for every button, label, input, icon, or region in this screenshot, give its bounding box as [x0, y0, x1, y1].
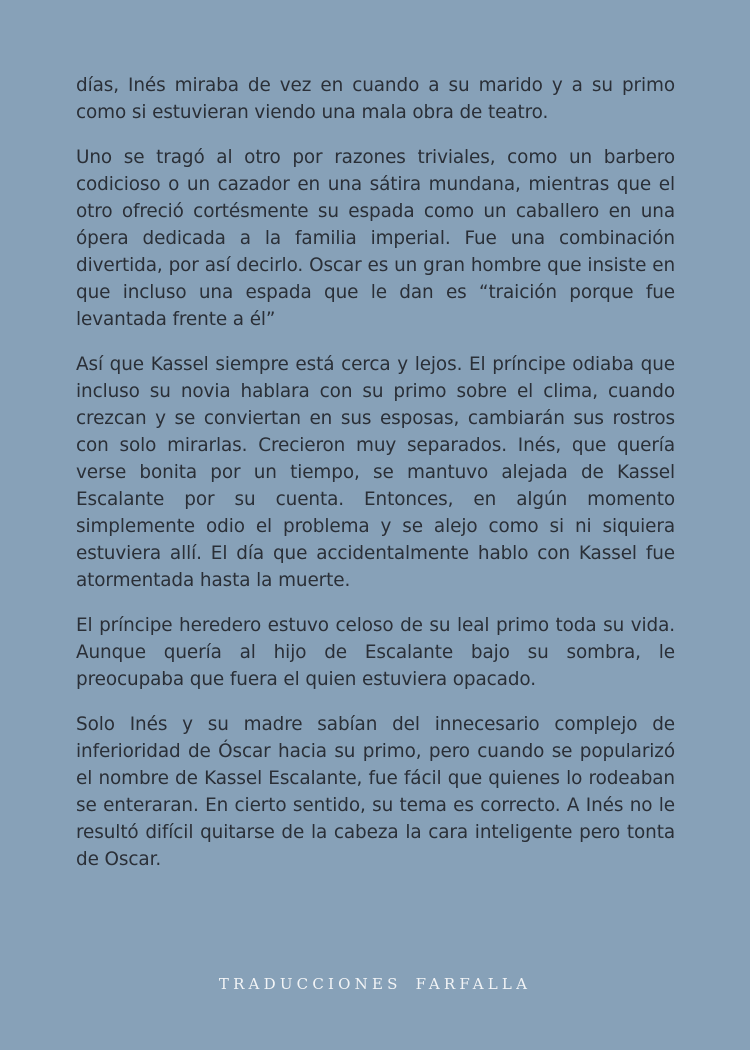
- paragraph-1: días, Inés miraba de vez en cuando a su marido y a su primo como si estuvieran viendo una mala obra de teatro.: [76, 75, 675, 123]
- paragraph-4: El príncipe heredero estuvo celoso de su leal primo toda su vida. Aunque quería al hijo de Escalante bajo su sombra, le preocupaba que fuera el quien estuviera opacado.: [76, 615, 675, 690]
- footer-word-translations: TRADUCCIONES: [218, 975, 402, 993]
- paragraph-3: Así que Kassel siempre está cerca y lejos. El príncipe odiaba que incluso su novia hablara con su primo sobre el clima, cuando crezcan y se conviertan en sus esposas, cambiarán sus rostros con solo mirarlas. Crecieron muy separados. Inés, que quería verse bonita por un tiempo, se mantuvo alejada de Kassel Escalante por su cuenta. Entonces, en algún momento simplemente odio el problema y se alejo como si ni siquiera estuviera allí. El día que accidentalmente hablo con Kassel fue atormentada hasta la muerte.: [76, 354, 675, 591]
- page-body: [76, 72, 675, 891]
- footer-word-brand: FARFALLA: [415, 975, 532, 993]
- paragraph-5: Solo Inés y su madre sabían del innecesario complejo de inferioridad de Óscar hacia su primo, pero cuando se popularizó el nombre de Kassel Escalante, fue fácil que quienes lo rodeaban se enteraran. En cierto sentido, su tema es correcto. A Inés no le resultó difícil quitarse de la cabeza la cara inteligente pero tonta de Oscar.: [76, 714, 675, 870]
- paragraph-2: Uno se tragó al otro por razones triviales, como un barbero codicioso o un cazador en una sátira mundana, mientras que el otro ofreció cortésmente su espada como un caballero en una ópera dedicada a la familia imperial. Fue una combinación divertida, por así decirlo. Oscar es un gran hombre que insiste en que incluso una espada que le dan es “traición porque fue levantada frente a él”: [76, 147, 675, 330]
- footer-credit: [0, 975, 750, 993]
